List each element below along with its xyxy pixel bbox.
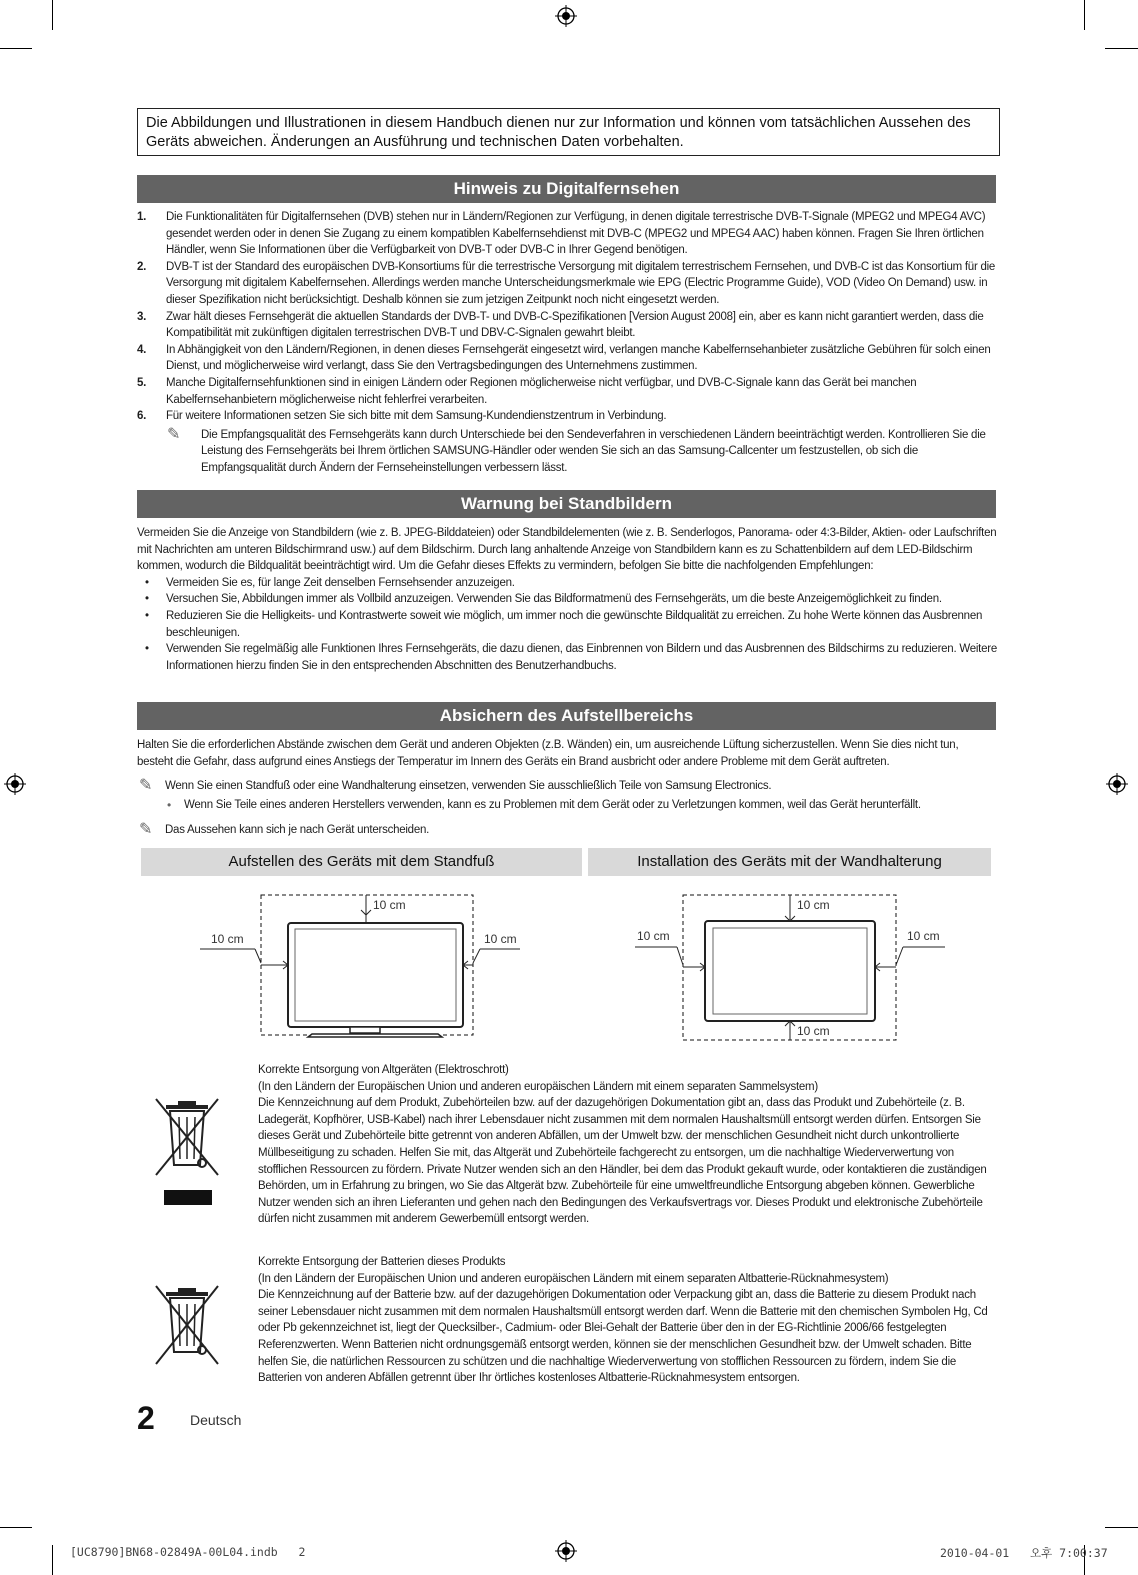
registration-mark-icon — [555, 1540, 577, 1562]
weee-subtitle: (In den Ländern der Europäischen Union und anderen europäischen Ländern mit einem separaten Sammelsystem) — [258, 1080, 818, 1093]
list-item-text: Versuchen Sie, Abbildungen immer als Vollbild anzuzeigen. Verwenden Sie das Bildformatmenü des Fernsehgeräts, um die beste Anzeigemöglichkeit zu finden. — [166, 593, 942, 606]
wall-clearance-left-label: 10 cm — [637, 929, 670, 943]
list-item-text: Manche Digitalfernsehfunktionen sind in einigen Ländern oder Regionen möglicherweise nicht verfügbar, und DVB-C-Signale kann das Gerät bei manchen Kabelfernsehanbietern möglicherweise nicht fehlerfrei verarbeiten. — [166, 376, 917, 406]
weee-body: Die Kennzeichnung auf dem Produkt, Zubehörteilen bzw. auf der dazugehörigen Dokumentation gibt an, dass das Produkt und Zubehörteile (z. B. Ladegerät, Kopfhörer, USB-Kabel) nach ihrer Lebensdauer nicht zusammen mit dem normalen Haushaltsmüll entsorgt werden dürfen. Entsorgen Sie dieses Gerät und Zubehörteile bitte getrennt von anderen Abfällen, um der Umwelt bzw. der menschlichen Gesundheit nicht durch unkontrollierte Müllbeseitigung zu schaden. Helfen Sie mit, das Altgerät und Zubehörteile fachgerecht zu entsorgen, um die nachhaltige Wiederverwertung von stofflichen Ressourcen zu fördern. Private Nutzer wenden sich an den Händler, bei dem das Produkt gekauft wurde, oder kontaktieren die zuständigen Behörden, um in Erfahrung zu bringen, wo Sie das Altgerät bzw. Zubehörteile für eine umweltfreundliche Entsorgung abgeben können. Gewerbliche Nutzer wenden sich an ihren Lieferanten und gehen nach den Bedingungen des Verkaufsvertrags vor. Dieses Produkt und elektronische Zubehörteile dürfen nicht zusammen mit anderem Gewerbemüll entsorgt werden. — [258, 1097, 987, 1226]
list-number: 4. — [137, 343, 147, 356]
list-number: 3. — [137, 310, 147, 323]
list-item — [137, 209, 997, 259]
list-number: 1. — [137, 211, 147, 223]
stand-clearance-right-label: 10 cm — [484, 932, 517, 946]
installation-note-2 — [137, 822, 997, 839]
crop-mark — [1105, 48, 1138, 49]
crop-mark — [1084, 0, 1085, 30]
wall-mount-clearance-diagram — [635, 885, 950, 1045]
bullet-icon: • — [145, 643, 149, 656]
bullet-icon: • — [145, 593, 149, 606]
registration-mark-icon — [4, 773, 26, 795]
crossed-out-bin-icon — [150, 1095, 225, 1207]
installation-intro: Halten Sie die erforderlichen Abstände zwischen dem Gerät und anderen Objekten (z.B. Wänden) ein, um ausreichende Lüftung sicherzustellen. Wenn Sie dies nicht tun, besteht die Gefahr, dass aufgrund eines Anstiegs der Temperatur im Innern des Geräts ein Brand ausbricht oder andere Probleme mit dem Gerät auftreten. — [137, 739, 959, 768]
still-image-warning — [137, 525, 997, 674]
battery-disposal-notice — [258, 1254, 993, 1387]
list-item — [137, 342, 997, 375]
crop-mark — [52, 1545, 53, 1575]
registration-mark-icon — [555, 5, 577, 27]
list-item — [137, 375, 997, 408]
wall-clearance-right-label: 10 cm — [907, 929, 940, 943]
section-heading-digital-tv: Hinweis zu Digitalfernsehen — [137, 175, 996, 203]
list-number: 6. — [137, 410, 147, 423]
list-item-text: DVB-T ist der Standard des europäischen DVB-Konsortiums für die terrestrische Versorgung mit digitalem terrestrischem Fernsehen, und DVB-C ist das Konsortium für die Versorgung mit digitalem Kabelfernsehen. Allerdings werden manche Unterscheidungsmerkmale wie EPG (Electric Programme Guide), VOD (Video On Demand) usw. in dieser Spezifikation nicht berücksichtigt. Deshalb können sie zum jetzigen Zeitpunkt noch nicht eingesetzt werden. — [166, 260, 996, 306]
recommendation-list — [137, 575, 997, 675]
crop-mark — [0, 1527, 32, 1528]
wall-mount-installation-heading: Installation des Geräts mit der Wandhalterung — [588, 848, 991, 876]
bullet-icon: • — [145, 576, 149, 589]
stand-clearance-diagram — [200, 885, 530, 1045]
list-item — [137, 408, 997, 425]
crop-mark — [1105, 1527, 1138, 1528]
intro-paragraph: Vermeiden Sie die Anzeige von Standbildern (wie z. B. JPEG-Bilddateien) oder Standbildelementen (wie z. B. Senderlogos, Panorama- oder 4:3-Bilder, Aktien- oder Laufschriften mit Nachrichten am unteren Bildschirmrand usw.) auf dem Bildschirm. Durch lang anhaltende Anzeige von Standbildern kann es zu Schattenbildern auf dem LED-Bildschirm kommen, wodurch die Bildqualität beeinträchtigt wird. Um die Gefahr dieses Effekts zu vermindern, befolgen Sie bitte die nachfolgenden Empfehlungen: — [137, 527, 997, 573]
note-text: Die Empfangsqualität des Fernsehgeräts kann durch Unterschiede bei den Sendeverfahren in verschiedenen Ländern beeinträchtigt werden. Kontrollieren Sie die Leistung des Fernsehgeräts bei Ihrem örtlichen SAMSUNG-Händler oder wenden Sie sich an das Samsung-Callcenter um festzustellen, ob sich die Empfangsqualität durch Ändern der Fernseheinstellungen verbessern lässt. — [201, 428, 986, 474]
list-item-text: Die Funktionalitäten für Digitalfernsehen (DVB) stehen nur in Ländern/Regionen zur Verfügung, in denen digitale terrestrische DVB-T-Signale (MPEG2 und MPEG4 AVC) gesendet werden oder in denen Sie Zugang zu einem kompatiblen Kabelfernsehdienst mit DVB-C (MPEG2 und MPEG4 AAC) haben können. Fragen Sie Ihren örtlichen Händler, wenn Sie Informationen über die Verfügbarkeit von DVB-T oder DVB-C in Ihrer Gegend benötigen. — [166, 211, 986, 257]
list-item-text: Verwenden Sie regelmäßig alle Funktionen Ihres Fernsehgeräts, die dazu dienen, das Einbrennen von Bildern und das Ausbrennen des Bildschirms zu reduzieren. Weitere Informationen hierzu finden Sie in den entsprechenden Abschnitten des Benutzerhandbuchs. — [166, 643, 997, 672]
page-language: Deutsch — [190, 1412, 242, 1428]
list-item — [137, 608, 997, 641]
note-pencil-icon: ✎ — [139, 777, 153, 794]
list-item-text: In Abhängigkeit von den Ländern/Regionen, in denen dieses Fernsehgerät eingesetzt wird, verlangen manche Kabelfernsehanbieter zusätzliche Gebühren für solch einen Dienst, und möglicherweise wird verlangt, dass Sie den Vertragsbedingungen des Unternehmens zustimmen. — [166, 343, 991, 373]
list-item — [137, 259, 997, 309]
list-item — [137, 575, 997, 592]
stand-clearance-left-label: 10 cm — [211, 932, 244, 946]
crop-mark — [0, 48, 32, 49]
wall-clearance-bottom-label: 10 cm — [797, 1024, 830, 1038]
crossed-out-battery-bin-icon — [150, 1282, 225, 1372]
print-timestamp: 2010-04-01 오후 7:00:37 — [940, 1546, 1108, 1560]
note-text: Wenn Sie Teile eines anderen Herstellers verwenden, kann es zu Problemen mit dem Gerät oder zu Verletzungen kommen, weil das Gerät herunterfällt. — [184, 799, 921, 811]
battery-body: Die Kennzeichnung auf der Batterie bzw. auf der dazugehörigen Dokumentation oder Verpackung gibt an, dass die Batterie zu diesem Produkt nach seiner Lebensdauer nicht zusammen mit dem normalen Haushaltsmüll entsorgt werden darf. Wenn die Batterie mit den chemischen Symbolen Hg, Cd oder Pb gekennzeichnet ist, liegt der Quecksilber-, Cadmium- oder Blei-Gehalt der Batterie über den in der EG-Richtlinie 2006/66 festgelegten Referenzwerten. Wenn Batterien nicht ordnungsgemäß entsorgt werden, können sie der menschlichen Gesundheit bzw. der Umwelt schaden. Bitte helfen Sie, die natürlichen Ressourcen zu schützen und die nachhaltige Wiederverwertung von stofflichen Ressourcen zu fördern, indem Sie die Batterien von anderen Abfällen getrennt über Ihr örtliches kostenloses Altbatterie-Rücknahmesystem entsorgen. — [258, 1289, 988, 1385]
list-item-text: Für weitere Informationen setzen Sie sich bitte mit dem Samsung-Kundendienstzentrum in Verbindung. — [166, 410, 667, 423]
note — [137, 427, 997, 477]
list-number: 2. — [137, 260, 147, 273]
list-item-text: Reduzieren Sie die Helligkeits- und Kontrastwerte soweit wie möglich, um immer noch die gewünschte Bildqualität zu erreichen. Zu hohe Werte können das Ausbrennen beschleunigen. — [166, 609, 983, 639]
list-item — [137, 591, 997, 608]
list-item-text: Zwar hält dieses Fernsehgerät die aktuellen Standards der DVB-T- und DVB-C-Spezifikationen [Version August 2008] ein, aber es kann nicht garantiert werden, dass die Kompatibilität mit zukünftigen digitalen terrestrischen DVB-T und DBV-C-Signalen gewahrt bleibt. — [166, 310, 984, 340]
battery-title: Korrekte Entsorgung der Batterien dieses Produkts — [258, 1256, 506, 1268]
digital-tv-list — [137, 209, 997, 477]
section-heading-installation-area: Absichern des Aufstellbereichs — [137, 702, 996, 730]
stand-installation-heading: Aufstellen des Geräts mit dem Standfuß — [141, 848, 582, 876]
note-text: Das Aussehen kann sich je nach Gerät unterscheiden. — [165, 824, 430, 836]
stand-clearance-top-label: 10 cm — [373, 898, 406, 912]
note-pencil-icon: ✎ — [167, 425, 181, 443]
registration-mark-icon — [1106, 773, 1128, 795]
note-pencil-icon: ✎ — [139, 821, 153, 838]
weee-title: Korrekte Entsorgung von Altgeräten (Elektroschrott) — [258, 1064, 509, 1076]
weee-disposal-notice — [258, 1062, 993, 1228]
wall-clearance-top-label: 10 cm — [797, 898, 830, 912]
section-heading-still-images: Warnung bei Standbildern — [137, 490, 996, 518]
bullet-icon: • — [167, 798, 171, 812]
installation-note-1-bullet — [137, 797, 997, 814]
page-number: 2 — [137, 1400, 155, 1436]
disclaimer-box: Die Abbildungen und Illustrationen in diesem Handbuch dienen nur zur Information und können vom tatsächlichen Aussehen des Geräts abweichen. Änderungen an Ausführung und technischen Daten vorbehalten. — [137, 108, 1000, 156]
list-item — [137, 641, 997, 674]
note-text: Wenn Sie einen Standfuß oder eine Wandhalterung einsetzen, verwenden Sie ausschließlich Teile von Samsung Electronics. — [165, 780, 772, 792]
list-item — [137, 309, 997, 342]
bullet-icon: • — [145, 609, 149, 622]
installation-note-1 — [137, 778, 997, 795]
print-file-info: [UC8790]BN68-02849A-00L04.indb 2 — [70, 1545, 306, 1559]
list-item-text: Vermeiden Sie es, für lange Zeit denselben Fernsehsender anzuzeigen. — [166, 576, 515, 589]
battery-subtitle: (In den Ländern der Europäischen Union und anderen europäischen Ländern mit einem separaten Altbatterie-Rücknahmesystem) — [258, 1272, 889, 1285]
list-number: 5. — [137, 376, 147, 389]
crop-mark — [52, 0, 53, 30]
